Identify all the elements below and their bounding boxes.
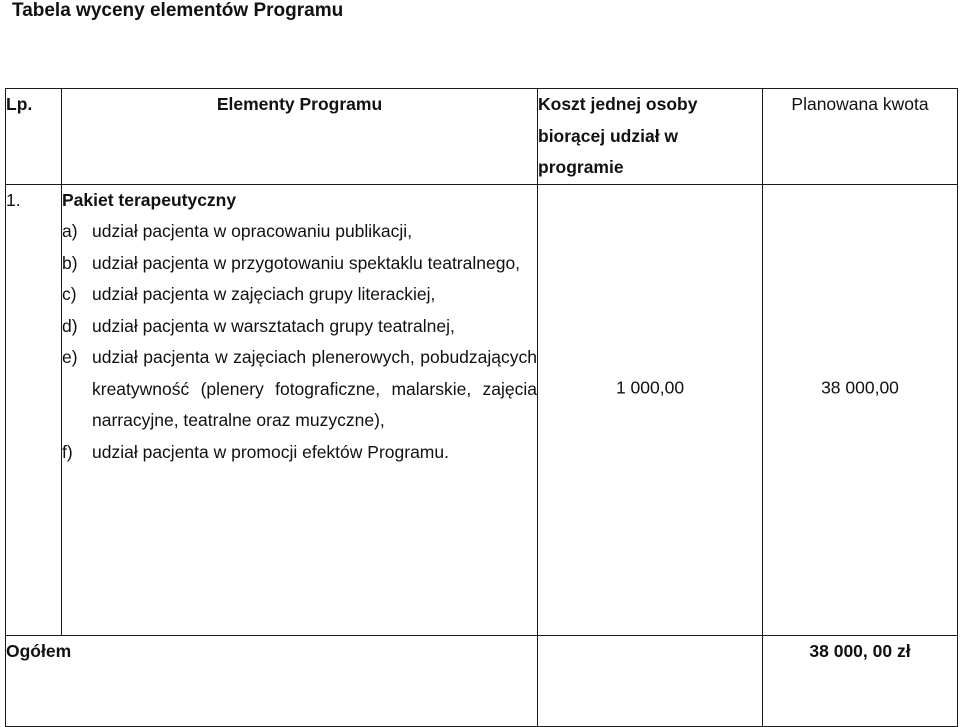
item-marker: b): [62, 252, 78, 273]
package-title: Pakiet terapeutyczny: [62, 189, 237, 210]
item-marker: f): [62, 441, 73, 462]
table-row: [6, 184, 958, 635]
summary-amount: 38 000, 00 zł: [763, 635, 958, 726]
list-item: [62, 216, 537, 248]
header-cost-line-3: programie: [538, 157, 624, 177]
header-cost: [538, 89, 763, 185]
row-amount: 38 000,00: [821, 376, 899, 397]
item-text: udział pacjenta w zajęciach grupy literackiej,: [92, 284, 436, 304]
item-text: udział pacjenta w warsztatach grupy teatralnej,: [92, 315, 455, 336]
pricing-table: [5, 88, 958, 727]
summary-label: Ogółem: [6, 635, 538, 726]
header-elements: Elementy Programu: [62, 89, 538, 185]
table-header-row: [6, 89, 958, 185]
list-item: [62, 342, 537, 437]
header-amount: Planowana kwota: [763, 89, 958, 185]
header-lp: Lp.: [6, 89, 62, 185]
row-cost: 1 000,00: [615, 376, 685, 397]
package-items-list: [62, 216, 537, 468]
item-marker: a): [62, 221, 78, 241]
row-amount-cell: [763, 184, 958, 635]
row-elements: [62, 184, 538, 635]
header-cost-line-1: Koszt jednej osoby: [538, 94, 698, 114]
list-item: [62, 279, 537, 311]
item-text: udział pacjenta w przygotowaniu spektaklu teatralnego,: [92, 252, 521, 273]
item-text: udział pacjenta w zajęciach plenerowych, pobudzających kreatywność (plenery fotograficzne, malarskie, zajęcia narracyjne, teatralne oraz muzyczne),: [92, 347, 537, 430]
summary-row: [6, 635, 958, 726]
item-text: udział pacjenta w promocji efektów Programu.: [92, 441, 449, 462]
item-marker: d): [62, 315, 78, 336]
item-text: udział pacjenta w opracowaniu publikacji,: [92, 221, 413, 241]
row-number: 1.: [6, 184, 62, 635]
document-title: Tabela wyceny elementów Programu: [12, 0, 344, 21]
summary-empty-cell: [538, 635, 763, 726]
item-marker: c): [62, 284, 77, 304]
row-cost-cell: [538, 184, 763, 635]
list-item: [62, 311, 537, 343]
item-marker: e): [62, 347, 78, 367]
header-cost-line-2: biorącej udział w: [538, 125, 679, 146]
list-item: [62, 248, 537, 280]
list-item: [62, 437, 537, 469]
